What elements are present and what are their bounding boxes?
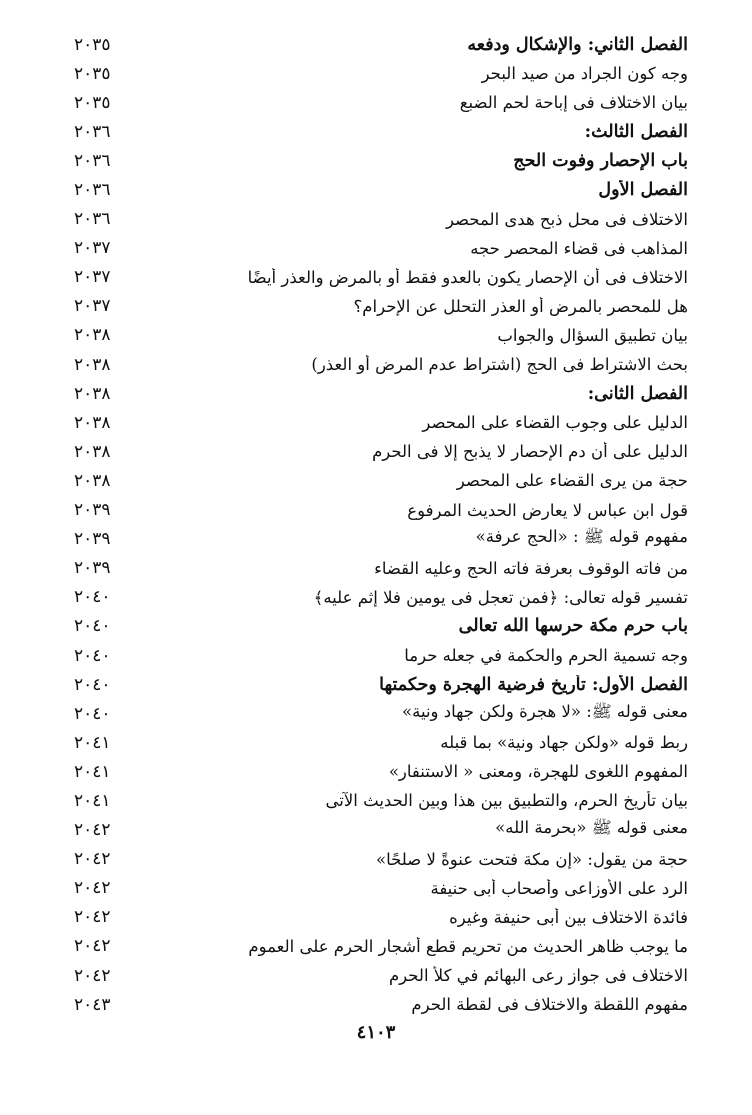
toc-page-number: ٢٠٣٦ xyxy=(74,121,111,142)
toc-entry-title: ربط قوله «ولكن جهاد ونية» بما قبله xyxy=(440,733,688,753)
toc-entry-title: المذاهب فى قضاء المحصر حجه xyxy=(470,238,688,258)
toc-entry-title: المفهوم اللغوى للهجرة، ومعنى « الاستنفار» xyxy=(388,762,688,782)
toc-heading-row xyxy=(60,670,688,699)
toc-entry-title: وجه تسمية الحرم والحكمة في جعله حرما xyxy=(404,646,688,666)
toc-entry-title: ما يوجب ظاهر الحديث من تحريم قطع أشجار الحرم على العموم xyxy=(248,936,688,956)
toc-entry-title: حجة من يقول: «إن مكة فتحت عنوةً لا صلحًا» xyxy=(375,849,688,869)
toc-entry-row xyxy=(60,728,688,757)
toc-entry-row xyxy=(60,874,688,903)
toc-entry-title: الاختلاف فى جواز رعى البهائم في كلأ الحرم xyxy=(388,966,688,986)
toc-entry-title: بيان تأريخ الحرم، والتطبيق بين هذا وبين الحديث الآتى xyxy=(325,791,688,811)
toc-heading-row xyxy=(60,612,688,641)
toc-entry-title: هل للمحصر بالمرض أو العذر التحلل عن الإحرام؟ xyxy=(353,296,688,316)
toc-entry-row xyxy=(60,292,688,321)
toc-entry-row xyxy=(60,641,688,670)
toc-page-number: ٢٠٤٠ xyxy=(74,645,111,666)
toc-page-number: ٢٠٤٢ xyxy=(74,965,111,986)
toc-entry-row xyxy=(60,234,688,263)
toc-entry-row xyxy=(60,845,688,874)
toc-page-number: ٢٠٤٢ xyxy=(74,849,111,870)
toc-entry-row xyxy=(60,350,688,379)
toc-page-number: ٢٠٣٥ xyxy=(74,63,111,84)
toc-entry-row xyxy=(60,321,688,350)
toc-entry-title: الاختلاف فى أن الإحصار يكون بالعدو فقط أو بالمرض والعذر أيضًا xyxy=(247,267,688,287)
toc-page-number: ٢٠٣٨ xyxy=(74,412,111,433)
toc-page-number: ٢٠٤٢ xyxy=(74,878,111,899)
table-of-contents xyxy=(60,30,688,1019)
toc-heading-title: الفصل الثانى: xyxy=(587,383,688,404)
toc-heading-row xyxy=(60,117,688,146)
toc-entry-row xyxy=(60,816,688,845)
toc-heading-row xyxy=(60,379,688,408)
toc-entry-title: الدليل على وجوب القضاء على المحصر xyxy=(422,413,688,433)
toc-entry-title: حجة من يرى القضاء على المحصر xyxy=(456,471,688,491)
toc-page-number: ٢٠٣٧ xyxy=(74,267,111,288)
toc-page-number: ٢٠٣٧ xyxy=(74,238,111,259)
toc-entry-title: الرد على الأوزاعى وأصحاب أبى حنيفة xyxy=(430,878,688,898)
toc-heading-row xyxy=(60,146,688,175)
page-number: ٤١٠٣ xyxy=(356,1022,396,1043)
toc-entry-row xyxy=(60,88,688,117)
toc-entry-title: من فاته الوقوف بعرفة فاته الحج وعليه القضاء xyxy=(374,558,688,578)
toc-entry-title: الاختلاف فى محل ذبح هدى المحصر xyxy=(445,209,688,229)
toc-entry-row xyxy=(60,205,688,234)
toc-entry-row xyxy=(60,583,688,612)
toc-page-number: ٢٠٣٨ xyxy=(74,441,111,462)
toc-heading-title: باب حرم مكة حرسها الله تعالى xyxy=(458,616,688,637)
toc-entry-title: مفهوم اللقطة والاختلاف فى لقطة الحرم xyxy=(411,995,688,1015)
toc-entry-title: بيان تطبيق السؤال والجواب xyxy=(497,325,688,345)
toc-heading-title: الفصل الأول xyxy=(598,180,688,201)
toc-entry-title: تفسير قوله تعالى: ﴿فمن تعجل فى يومين فلا إثم عليه﴾ xyxy=(313,587,688,607)
toc-page-number: ٢٠٤٠ xyxy=(74,674,111,695)
toc-entry-row xyxy=(60,263,688,292)
toc-page-number: ٢٠٤١ xyxy=(74,761,111,782)
toc-page-number: ٢٠٤٠ xyxy=(74,703,111,724)
toc-page-number: ٢٠٣٥ xyxy=(74,34,111,55)
toc-page-number: ٢٠٣٦ xyxy=(74,209,111,230)
toc-page-number: ٢٠٣٦ xyxy=(74,180,111,201)
toc-heading-row xyxy=(60,175,688,204)
toc-heading-title: الفصل الثاني: والإشكال ودفعه xyxy=(467,34,688,55)
toc-entry-title: بيان الاختلاف فى إباحة لحم الضبع xyxy=(459,93,688,113)
toc-heading-title: الفصل الثالث: xyxy=(584,121,688,142)
toc-page-number: ٢٠٣٦ xyxy=(74,150,111,171)
toc-entry-title: قول ابن عباس لا يعارض الحديث المرفوع xyxy=(407,500,688,520)
toc-entry-row xyxy=(60,932,688,961)
toc-page-number: ٢٠٣٨ xyxy=(74,383,111,404)
toc-page-number: ٢٠٤٣ xyxy=(74,994,111,1015)
toc-heading-row xyxy=(60,30,688,59)
toc-entry-title: مفهوم قوله ﷺ : «الحج عرفة» xyxy=(475,527,688,547)
toc-page-number: ٢٠٣٥ xyxy=(74,92,111,113)
toc-page-number: ٢٠٤١ xyxy=(74,732,111,753)
toc-page-number: ٢٠٤٠ xyxy=(74,587,111,608)
toc-page-number: ٢٠٤٢ xyxy=(74,936,111,957)
toc-page-number: ٢٠٤٢ xyxy=(74,907,111,928)
toc-page-number: ٢٠٤٢ xyxy=(74,820,111,841)
toc-entry-row xyxy=(60,496,688,525)
toc-page-number: ٢٠٣٨ xyxy=(74,325,111,346)
toc-page-number: ٢٠٣٩ xyxy=(74,558,111,579)
toc-page-number: ٢٠٣٨ xyxy=(74,470,111,491)
toc-page-number: ٢٠٤١ xyxy=(74,790,111,811)
toc-entry-row xyxy=(60,786,688,815)
toc-entry-row xyxy=(60,554,688,583)
toc-heading-title: باب الإحصار وفوت الحج xyxy=(513,150,688,171)
toc-entry-row xyxy=(60,757,688,786)
toc-entry-row xyxy=(60,903,688,932)
toc-entry-title: معنى قوله ﷺ: «لا هجرة ولكن جهاد ونية» xyxy=(402,701,688,721)
toc-entry-row xyxy=(60,408,688,437)
toc-entry-title: وجه كون الجراد من صيد البحر xyxy=(481,64,688,84)
toc-page-number: ٢٠٣٩ xyxy=(74,500,111,521)
toc-entry-row xyxy=(60,961,688,990)
toc-entry-row xyxy=(60,466,688,495)
toc-entry-title: فائدة الاختلاف بين أبى حنيفة وغيره xyxy=(449,907,688,927)
toc-entry-title: معنى قوله ﷺ «بحرمة الله» xyxy=(495,818,688,838)
toc-page-number: ٢٠٣٨ xyxy=(74,354,111,375)
toc-page-number: ٢٠٣٩ xyxy=(74,529,111,550)
toc-entry-title: بحث الاشتراط فى الحج (اشتراط عدم المرض أو العذر) xyxy=(311,355,688,375)
toc-entry-row xyxy=(60,525,688,554)
toc-entry-title: الدليل على أن دم الإحصار لا يذبح إلا فى الحرم xyxy=(372,442,688,462)
toc-page-number: ٢٠٤٠ xyxy=(74,616,111,637)
toc-entry-row xyxy=(60,990,688,1019)
toc-entry-row xyxy=(60,437,688,466)
toc-page-number: ٢٠٣٧ xyxy=(74,296,111,317)
toc-entry-row xyxy=(60,699,688,728)
toc-heading-title: الفصل الأول: تأريخ فرضية الهجرة وحكمتها xyxy=(379,674,688,695)
toc-entry-row xyxy=(60,59,688,88)
